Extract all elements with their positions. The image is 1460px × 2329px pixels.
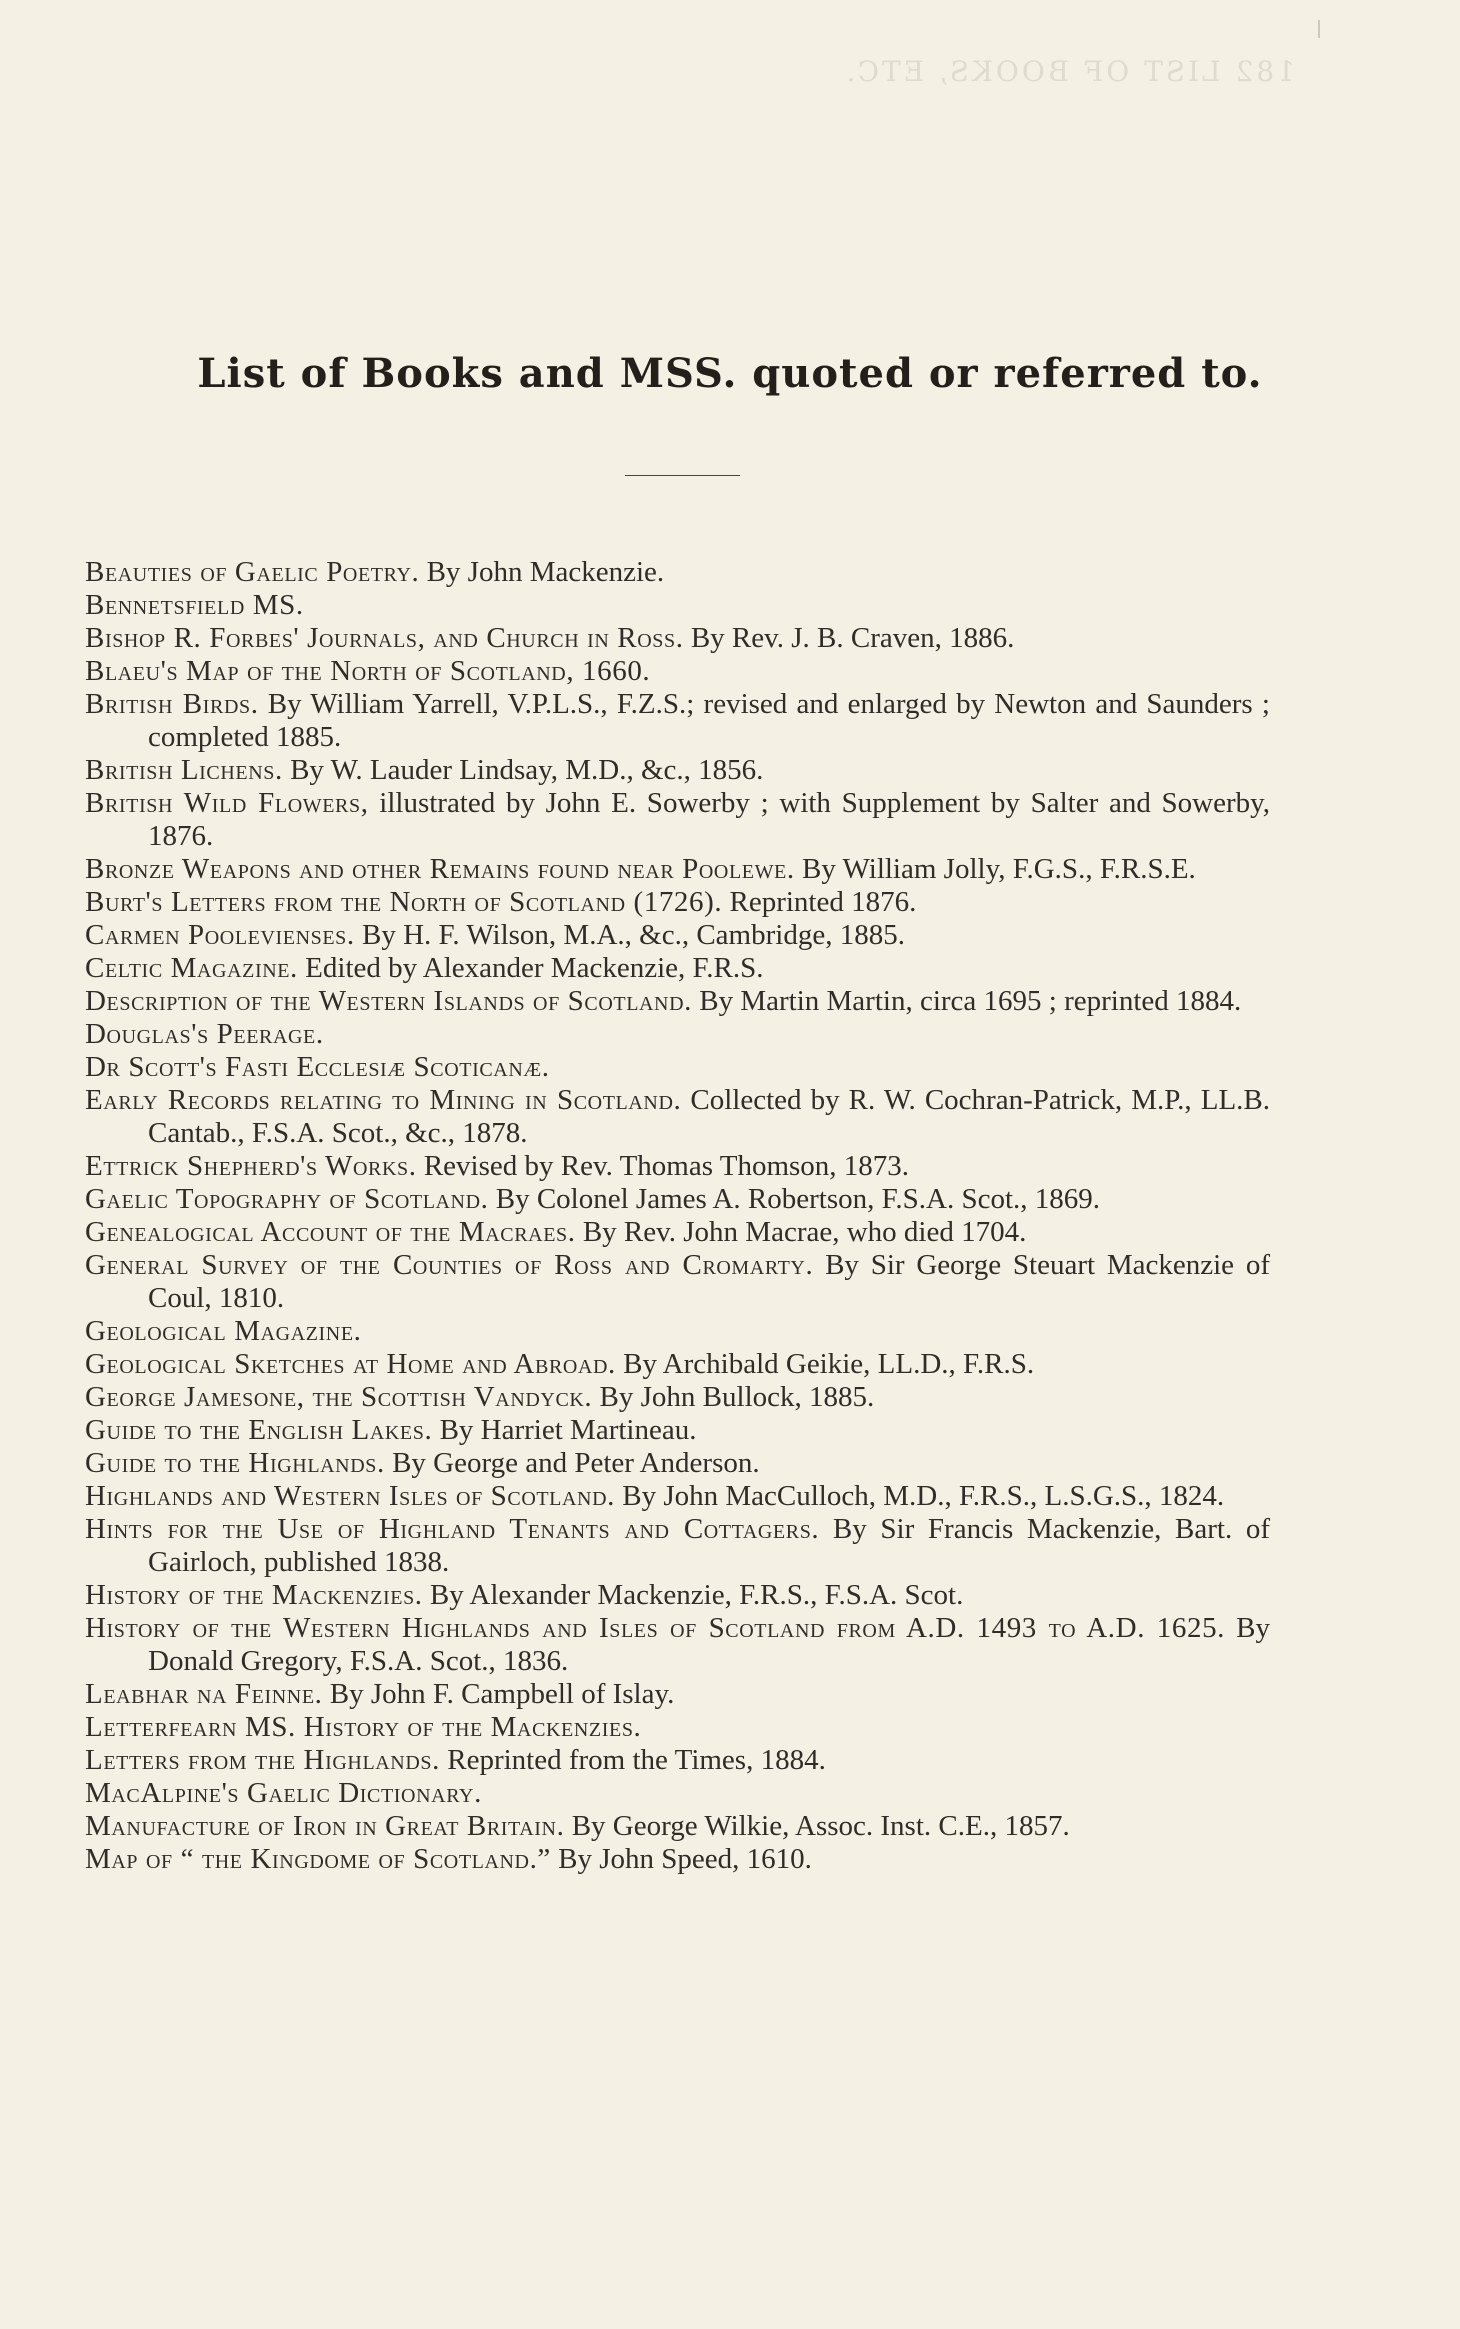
entry-title: Hints for the Use of Highland Tenants and Cottagers. [85, 1513, 820, 1545]
entry-details: By Archibald Geikie, LL.D., F.R.S. [615, 1348, 1035, 1380]
bibliography-entry [85, 1381, 1270, 1414]
entry-title: Map of “ the Kingdome of Scotland.” [85, 1843, 551, 1875]
page-title: List of Books and MSS. quoted or referred to. [197, 350, 1263, 397]
entry-details: Reprinted 1876. [722, 886, 917, 918]
entry-details: By Alexander Mackenzie, F.R.S., F.S.A. Scot. [422, 1579, 964, 1611]
entry-title: Geological Sketches at Home and Abroad. [85, 1348, 616, 1380]
entry-details: By George and Peter Anderson. [384, 1447, 760, 1479]
entry-title: Carmen Poolevienses. [85, 919, 355, 951]
page-mark [1318, 20, 1320, 38]
bibliography-entry [85, 1744, 1270, 1777]
bibliography-entry [85, 1249, 1270, 1315]
bibliography-entry [85, 919, 1270, 952]
bibliography-entry [85, 1348, 1270, 1381]
bibliography-entry [85, 985, 1270, 1018]
bibliography-entry [85, 1084, 1270, 1150]
bibliography-entry [85, 1480, 1270, 1513]
entry-title: Description of the Western Islands of Scotland. [85, 985, 692, 1017]
entry-details: illustrated by John E. Sowerby ; with Supplement by Salter and Sowerby, 1876. [148, 787, 1270, 852]
entry-title: British Wild Flowers, [85, 787, 369, 819]
bibliography-entry [85, 622, 1270, 655]
entry-details: By H. F. Wilson, M.A., &c., Cambridge, 1885. [354, 919, 905, 951]
entry-title: Beauties of Gaelic Poetry. [85, 556, 420, 588]
entry-title: Bishop R. Forbes' Journals, and Church in Ross. [85, 622, 684, 654]
bibliography-entry [85, 787, 1270, 853]
entry-title: Celtic Magazine. [85, 952, 298, 984]
bibliography-entry [85, 1711, 1270, 1744]
entry-details: By Colonel James A. Robertson, F.S.A. Scot., 1869. [488, 1183, 1101, 1215]
bibliography-entry [85, 853, 1270, 886]
entry-details: By George Wilkie, Assoc. Inst. C.E., 1857. [564, 1810, 1070, 1842]
entry-details: By John Bullock, 1885. [592, 1381, 875, 1413]
entry-title: British Birds. [85, 688, 259, 720]
bibliography-entry [85, 655, 1270, 688]
entry-title: Genealogical Account of the Macraes. [85, 1216, 576, 1248]
entry-details: By William Yarrell, V.P.L.S., F.Z.S.; revised and enlarged by Newton and Saunders ; completed 1885. [148, 688, 1270, 753]
entry-title: Early Records relating to Mining in Scotland. [85, 1084, 682, 1116]
entry-details: By W. Lauder Lindsay, M.D., &c., 1856. [282, 754, 764, 786]
entry-title: British Lichens. [85, 754, 283, 786]
entry-title: History of the Mackenzies. [85, 1579, 423, 1611]
bibliography-entry [85, 952, 1270, 985]
entry-details: By Sir George Steuart Mackenzie of Coul, 1810. [148, 1249, 1270, 1314]
bibliography-entry [85, 754, 1270, 787]
entry-title: Bennetsfield MS. [85, 589, 304, 621]
bibliography-entry [85, 886, 1270, 919]
entry-title: MacAlpine's Gaelic Dictionary. [85, 1777, 482, 1809]
entry-title: Gaelic Topography of Scotland. [85, 1183, 489, 1215]
entry-details: By John MacCulloch, M.D., F.R.S., L.S.G.S., 1824. [614, 1480, 1225, 1512]
entry-details: By Harriet Martineau. [432, 1414, 697, 1446]
entry-title: General Survey of the Counties of Ross and Cromarty. [85, 1249, 814, 1281]
entry-details: By Rev. J. B. Craven, 1886. [683, 622, 1015, 654]
entry-details: Edited by Alexander Mackenzie, F.R.S. [297, 952, 764, 984]
bibliography-entry [85, 1777, 1270, 1810]
entry-title: Burt's Letters from the North of Scotland (1726). [85, 886, 723, 918]
entry-details: Reprinted from the Times, 1884. [439, 1744, 826, 1776]
entry-title: Highlands and Western Isles of Scotland. [85, 1480, 615, 1512]
bibliography-entry [85, 688, 1270, 754]
entry-title: George Jamesone, the Scottish Vandyck. [85, 1381, 593, 1413]
entry-title: Dr Scott's Fasti Ecclesiæ Scoticanæ. [85, 1051, 550, 1083]
bibliography-entry [85, 1315, 1270, 1348]
bibliography-entry [85, 1183, 1270, 1216]
entry-title: Geological Magazine. [85, 1315, 362, 1347]
entry-details: Collected by R. W. Cochran-Patrick, M.P., LL.B. Cantab., F.S.A. Scot., &c., 1878. [148, 1084, 1270, 1149]
bibliography-entry [85, 589, 1270, 622]
bibliography-entry [85, 1810, 1270, 1843]
entry-details: By William Jolly, F.G.S., F.R.S.E. [794, 853, 1196, 885]
entry-title: Manufacture of Iron in Great Britain. [85, 1810, 565, 1842]
entry-title: Ettrick Shepherd's Works. [85, 1150, 417, 1182]
bibliography-entry [85, 1678, 1270, 1711]
entry-details: By Martin Martin, circa 1695 ; reprinted 1884. [692, 985, 1242, 1017]
entry-title: Guide to the English Lakes. [85, 1414, 433, 1446]
entry-title: Letterfearn MS. History of the Mackenzies. [85, 1711, 642, 1743]
bleed-through-header: 182 LIST OF BOOKS, ETC. [843, 55, 1295, 88]
entry-title: Bronze Weapons and other Remains found near Poolewe. [85, 853, 795, 885]
bibliography-entry [85, 1018, 1270, 1051]
entry-title: Blaeu's Map of the North of Scotland, 1660. [85, 655, 651, 687]
entry-details: By John Speed, 1610. [550, 1843, 812, 1875]
bibliography-entry [85, 1513, 1270, 1579]
bibliography-entry [85, 1150, 1270, 1183]
bibliography-entry [85, 1579, 1270, 1612]
bibliography-entry [85, 1414, 1270, 1447]
entry-details: Revised by Rev. Thomas Thomson, 1873. [416, 1150, 910, 1182]
bibliography-entry [85, 1447, 1270, 1480]
entry-title: Leabhar na Feinne. [85, 1678, 323, 1710]
bibliography-entry [85, 1612, 1270, 1678]
bibliography-entry [85, 1216, 1270, 1249]
entry-title: History of the Western Highlands and Isles of Scotland from A.D. 1493 to A.D. 1625. [85, 1612, 1226, 1644]
bibliography-list [85, 556, 1270, 1876]
entry-details: By Rev. John Macrae, who died 1704. [575, 1216, 1027, 1248]
entry-details: By Donald Gregory, F.S.A. Scot., 1836. [148, 1612, 1271, 1677]
bibliography-entry [85, 1843, 1270, 1876]
entry-title: Letters from the Highlands. [85, 1744, 440, 1776]
title-divider [625, 475, 740, 476]
entry-title: Guide to the Highlands. [85, 1447, 385, 1479]
entry-title: Douglas's Peerage. [85, 1018, 324, 1050]
bibliography-entry [85, 556, 1270, 589]
entry-details: By Sir Francis Mackenzie, Bart. of Gairloch, published 1838. [148, 1513, 1271, 1578]
entry-details: By John F. Campbell of Islay. [322, 1678, 675, 1710]
entry-details: By John Mackenzie. [419, 556, 665, 588]
bibliography-entry [85, 1051, 1270, 1084]
